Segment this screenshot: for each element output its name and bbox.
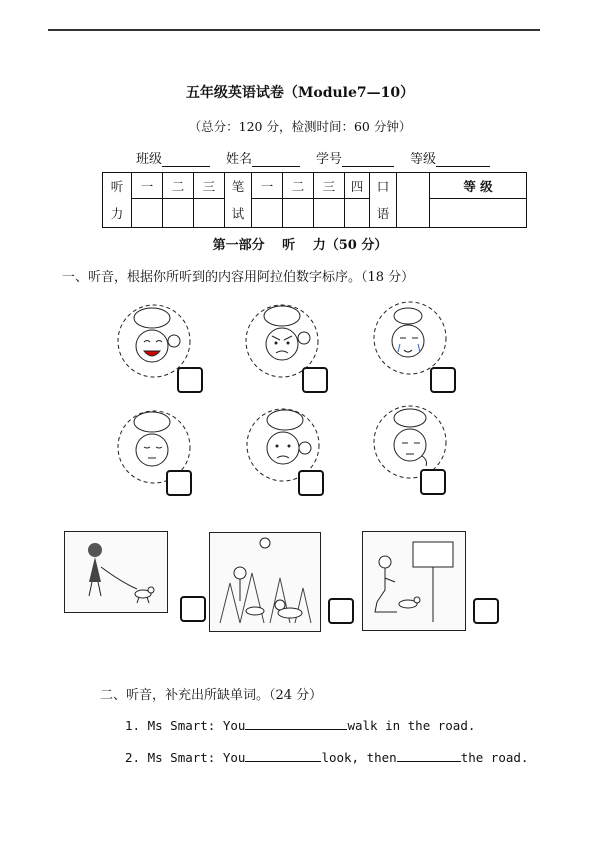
scene-people-with-dogs (209, 532, 321, 632)
section-part-one-title: 第一部分 听 力（50 分） (212, 238, 388, 253)
score-table (102, 172, 527, 228)
student-info-row (136, 148, 490, 167)
q2-line-2-blank-1[interactable] (245, 748, 321, 762)
grade-field: 等级 (410, 148, 490, 167)
name-field: 姓名 (226, 148, 300, 167)
face-2-answer-box[interactable] (302, 367, 328, 393)
written-score-1[interactable] (252, 199, 283, 228)
listening-score-1[interactable] (132, 199, 163, 228)
written-score-2[interactable] (283, 199, 314, 228)
written-col-2: 二 (283, 173, 314, 199)
q2-line-1-blank[interactable] (245, 716, 347, 730)
listening-score-3[interactable] (194, 199, 225, 228)
question-2-prompt: 二、听音，补充出所缺单词。（24 分） (100, 688, 323, 703)
grade-score-cell[interactable] (430, 199, 527, 228)
face-3-answer-box[interactable] (430, 367, 456, 393)
face-5-answer-box[interactable] (298, 470, 324, 496)
page-title: 五年级英语试卷（Module7—10） (185, 85, 415, 101)
grade-header: 等 级 (430, 173, 527, 199)
grade-blank[interactable] (436, 152, 490, 167)
q2-line-2: 2. Ms Smart: You look, then the road. (125, 750, 529, 765)
written-col-3: 三 (314, 173, 345, 199)
scene-3-answer-box[interactable] (473, 598, 499, 624)
scene-2-answer-box[interactable] (328, 598, 354, 624)
written-label: 笔 试 (225, 173, 252, 228)
top-rule (48, 29, 540, 31)
written-score-3[interactable] (314, 199, 345, 228)
scene-1-answer-box[interactable] (180, 596, 206, 622)
listening-col-1: 一 (132, 173, 163, 199)
written-score-4[interactable] (345, 199, 370, 228)
face-4-answer-box[interactable] (166, 470, 192, 496)
class-field: 班级 (136, 148, 210, 167)
scene-girl-walking-dog (64, 531, 168, 613)
page-subtitle: （总分：120 分，检测时间：60 分钟） (188, 119, 412, 134)
written-col-1: 一 (252, 173, 283, 199)
q2-line-1: 1. Ms Smart: You walk in the road. (125, 718, 476, 733)
oral-score-cell[interactable] (397, 173, 430, 228)
face-1-answer-box[interactable] (177, 367, 203, 393)
written-col-4: 四 (345, 173, 370, 199)
listening-score-2[interactable] (163, 199, 194, 228)
listening-label: 听 力 (103, 173, 132, 228)
scene-man-sitting-with-dog (362, 531, 466, 631)
listening-col-2: 二 (163, 173, 194, 199)
student-id-blank[interactable] (342, 152, 394, 167)
class-blank[interactable] (162, 152, 210, 167)
oral-label: 口 语 (370, 173, 397, 228)
q2-line-2-blank-2[interactable] (397, 748, 461, 762)
listening-col-3: 三 (194, 173, 225, 199)
face-6-answer-box[interactable] (420, 469, 446, 495)
question-1-prompt: 一、听音，根据你所听到的内容用阿拉伯数字标序。（18 分） (62, 270, 415, 285)
student-id-field: 学号 (316, 148, 394, 167)
name-blank[interactable] (252, 152, 300, 167)
